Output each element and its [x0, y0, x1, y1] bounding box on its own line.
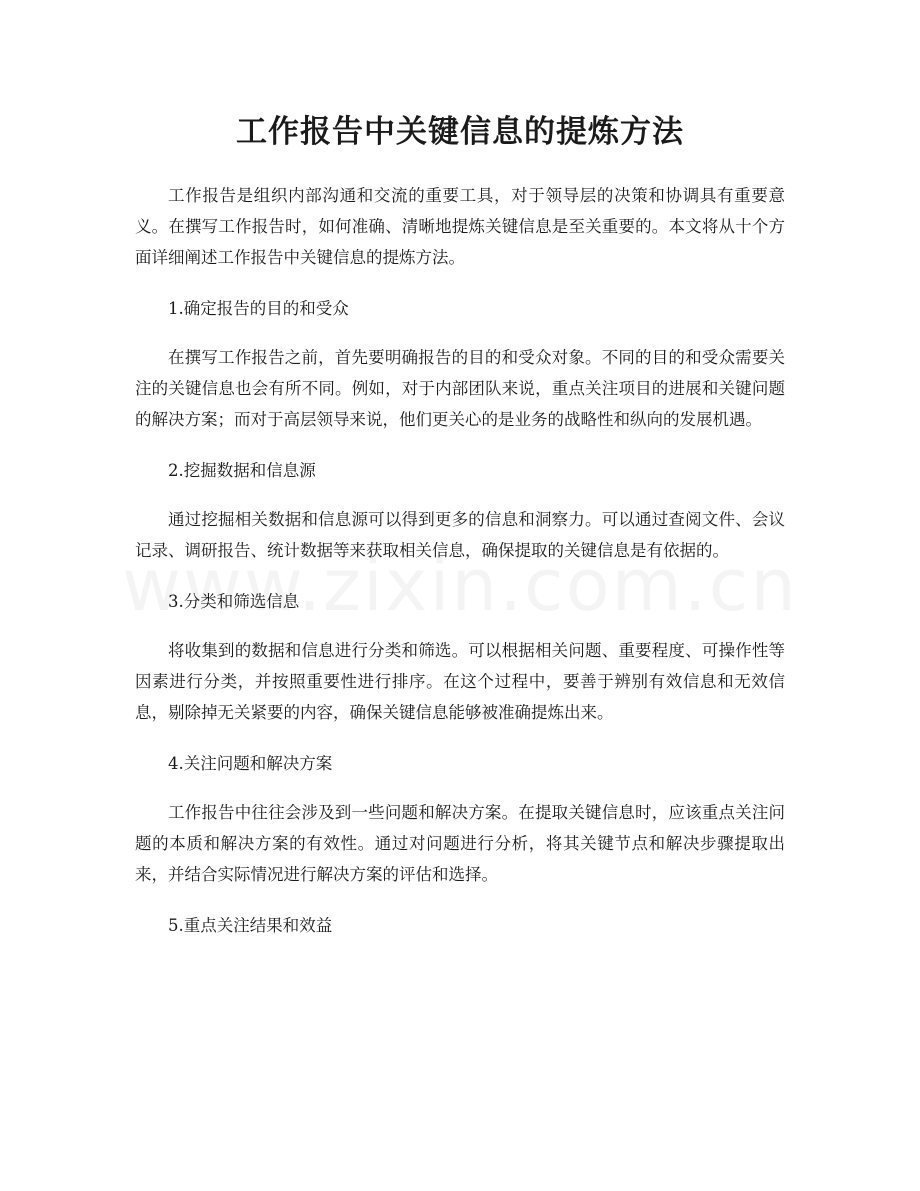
section-body-2: 通过挖掘相关数据和信息源可以得到更多的信息和洞察力。可以通过查阅文件、会议记录、调研报告、统计数据等来获取相关信息，确保提取的关键信息是有依据的。 [135, 510, 785, 560]
section-heading-4: 4.关注问题和解决方案 [168, 754, 333, 773]
section-heading-5: 5.重点关注结果和效益 [168, 916, 333, 935]
intro-paragraph: 工作报告是组织内部沟通和交流的重要工具，对于领导层的决策和协调具有重要意义。在撰写工作报告时，如何准确、清晰地提炼关键信息是至关重要的。本文将从十个方面详细阐述工作报告中关键信息的提炼方法。 [135, 186, 785, 267]
section-heading-3: 3.分类和筛选信息 [168, 592, 300, 611]
section-body-4: 工作报告中往往会涉及到一些问题和解决方案。在提取关键信息时，应该重点关注问题的本质和解决方案的有效性。通过对问题进行分析，将其关键节点和解决步骤提取出来，并结合实际情况进行解决方案的评估和选择。 [135, 803, 785, 884]
document-title: 工作报告中关键信息的提炼方法 [236, 114, 684, 150]
document-body [135, 180, 785, 941]
section-heading-1: 1.确定报告的目的和受众 [168, 299, 349, 318]
section-body-3: 将收集到的数据和信息进行分类和筛选。可以根据相关问题、重要程度、可操作性等因素进行分类，并按照重要性进行排序。在这个过程中，要善于辨别有效信息和无效信息，剔除掉无关紧要的内容，确保关键信息能够被准确提炼出来。 [135, 641, 785, 722]
section-body-1: 在撰写工作报告之前，首先要明确报告的目的和受众对象。不同的目的和受众需要关注的关键信息也会有所不同。例如，对于内部团队来说，重点关注项目的进展和关键问题的解决方案；而对于高层领导来说，他们更关心的是业务的战略性和纵向的发展机遇。 [135, 348, 785, 429]
section-heading-2: 2.挖掘数据和信息源 [168, 461, 316, 480]
